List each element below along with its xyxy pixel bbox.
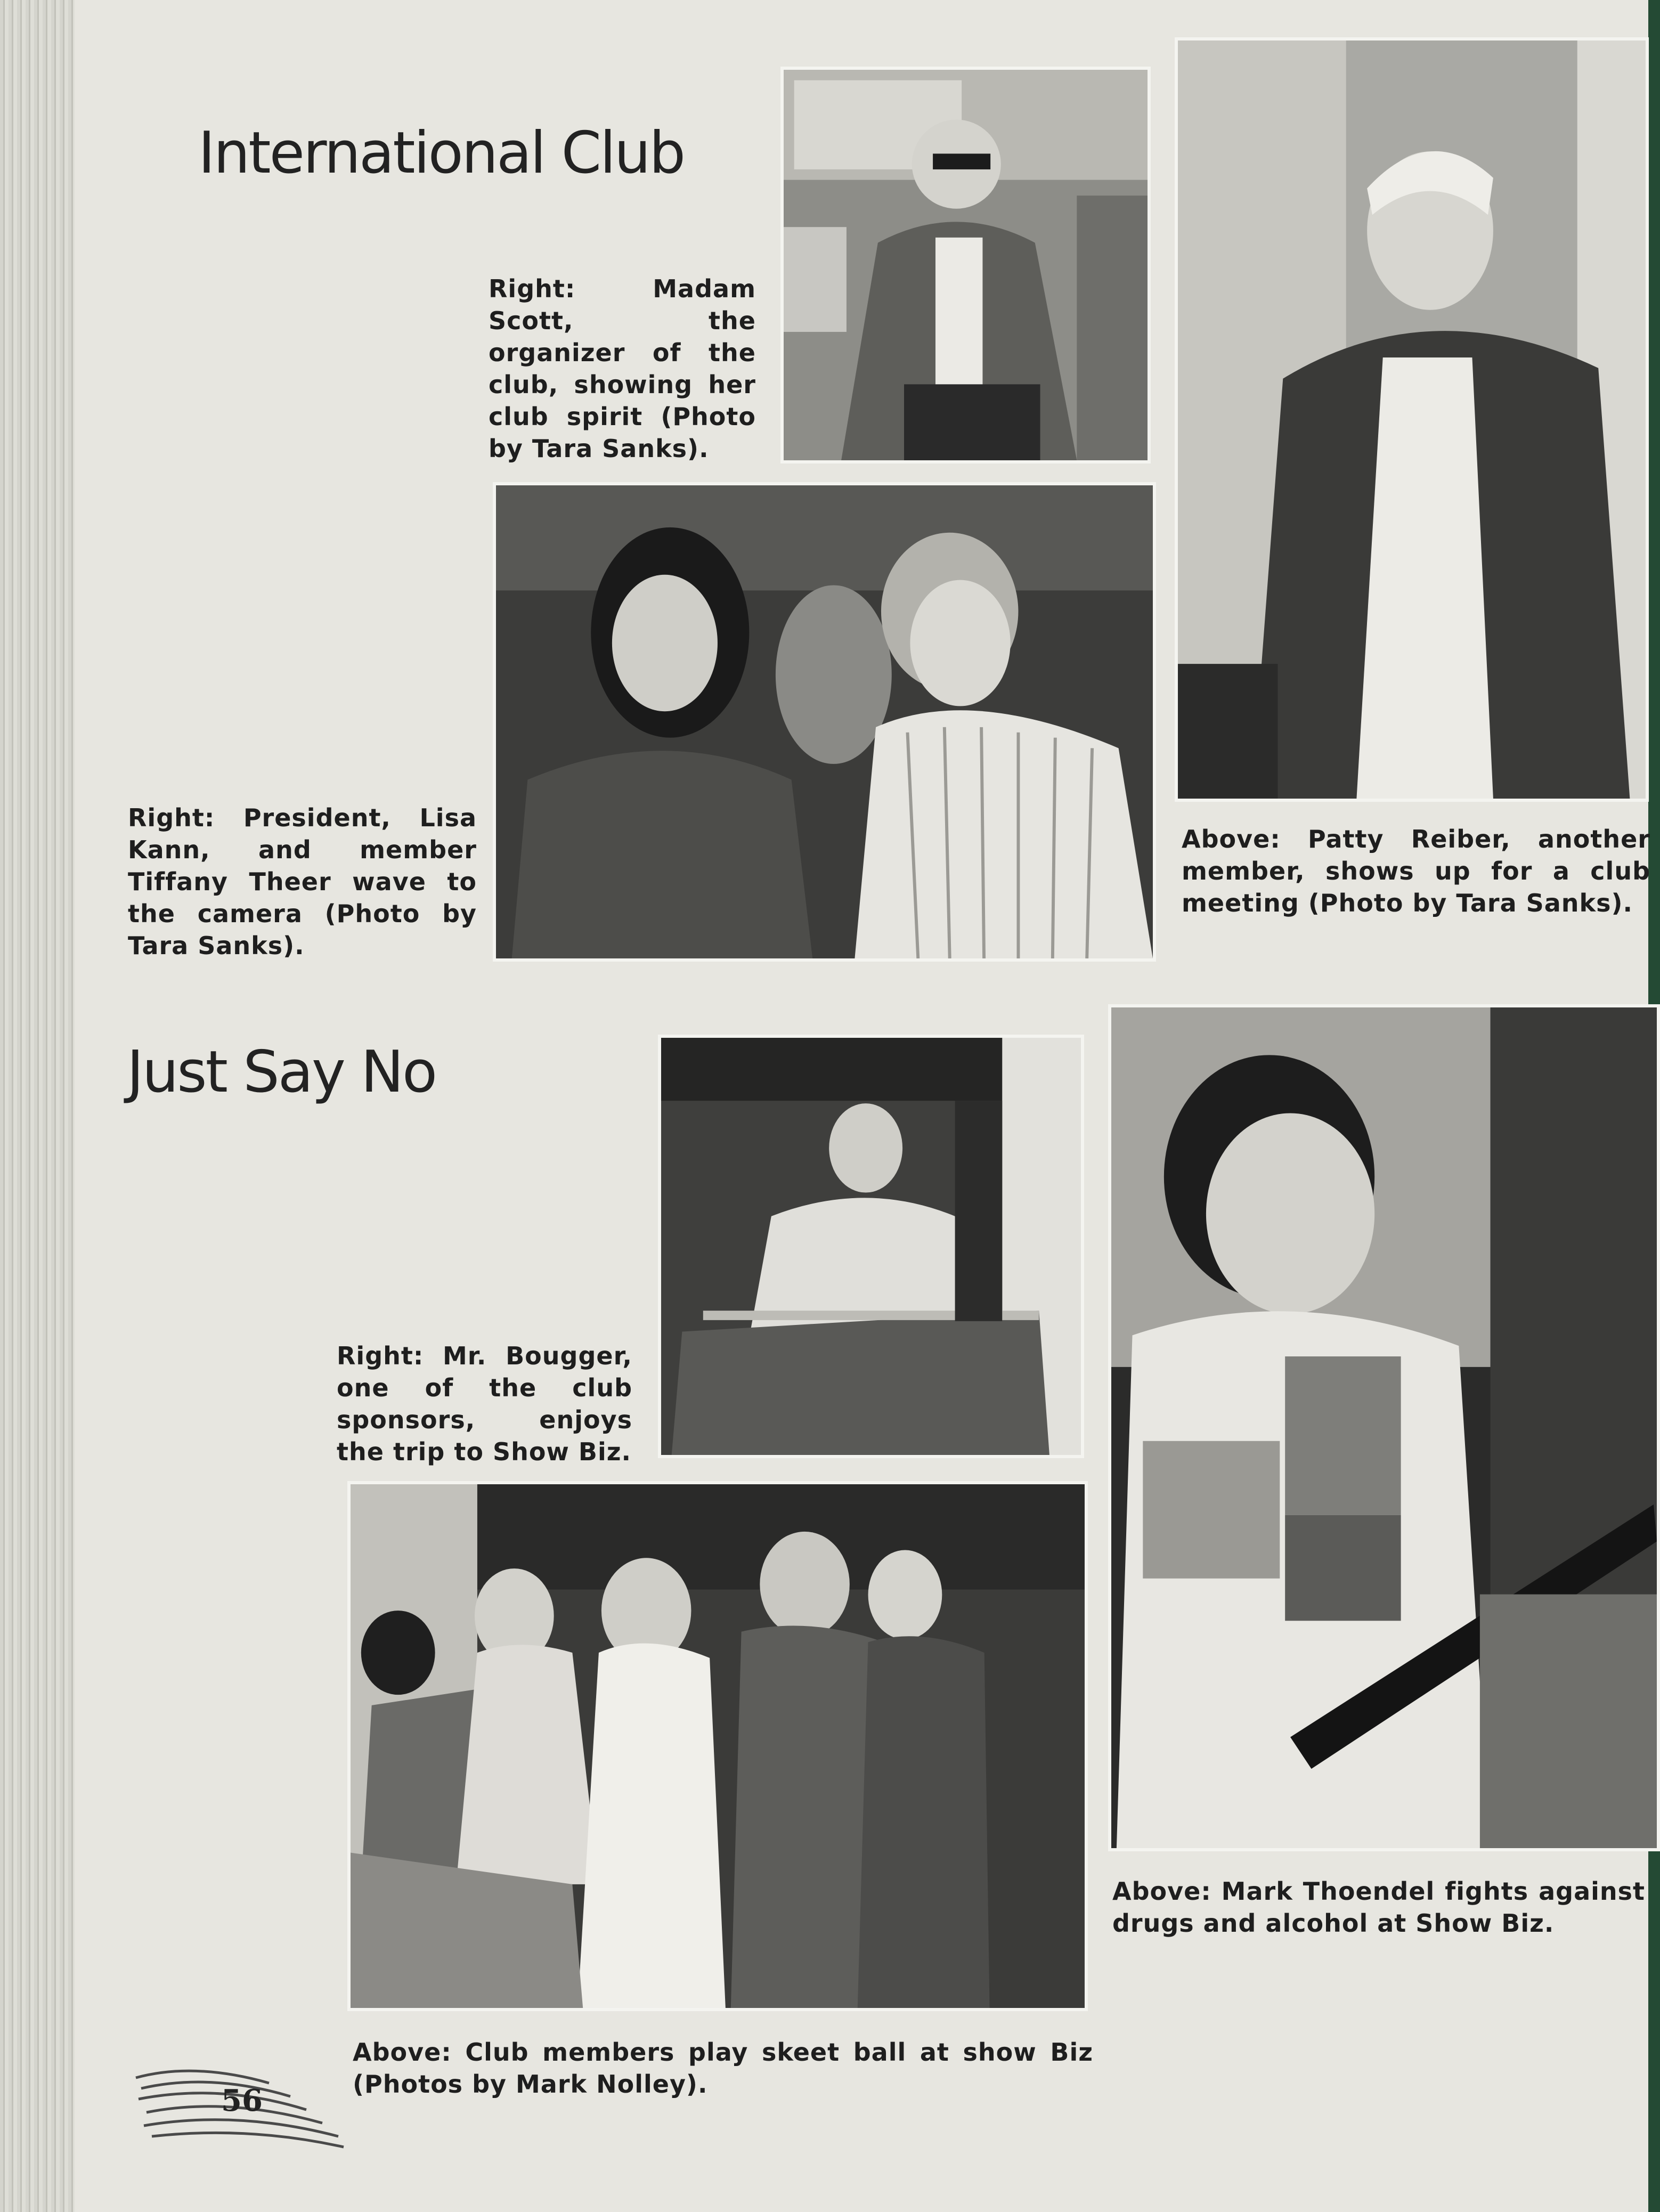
photo-mark-thoendel bbox=[1108, 1004, 1660, 1851]
photo-mr-bougger bbox=[658, 1035, 1084, 1458]
international-club-heading: International Club bbox=[198, 120, 685, 186]
photo-lisa-tiffany bbox=[493, 482, 1156, 962]
page-number-block bbox=[131, 2046, 349, 2158]
caption-mr-bougger: Right: Mr. Bougger, one of the club sponsors, enjoys the trip to Show Biz. bbox=[337, 1341, 632, 1466]
photo-patty-reiber bbox=[1175, 37, 1649, 802]
stacked-page-edges bbox=[0, 0, 75, 2212]
photo-skeet-ball bbox=[347, 1481, 1088, 2011]
page-number: 56 bbox=[221, 2083, 263, 2118]
caption-lisa-tiffany: Right: President, Lisa Kann, and member Tiffany Theer wave to the camera (Photo by Tara Sanks). bbox=[128, 803, 477, 960]
photo-madam-scott bbox=[780, 67, 1151, 463]
caption-mark-thoendel: Above: Mark Thoendel fights against drugs and alcohol at Show Biz. bbox=[1112, 1877, 1645, 1938]
caption-patty-reiber: Above: Patty Reiber, another member, shows up for a club meeting (Photo by Tara Sanks). bbox=[1182, 825, 1650, 917]
caption-madam-scott: Right: Madam Scott, the organizer of the club, showing her club spirit (Photo by Tara Sanks). bbox=[489, 274, 756, 463]
caption-skeet-ball: Above: Club members play skeet ball at show Biz (Photos by Mark Nolley). bbox=[353, 2038, 1093, 2099]
just-say-no-heading: Just Say No bbox=[127, 1039, 436, 1105]
